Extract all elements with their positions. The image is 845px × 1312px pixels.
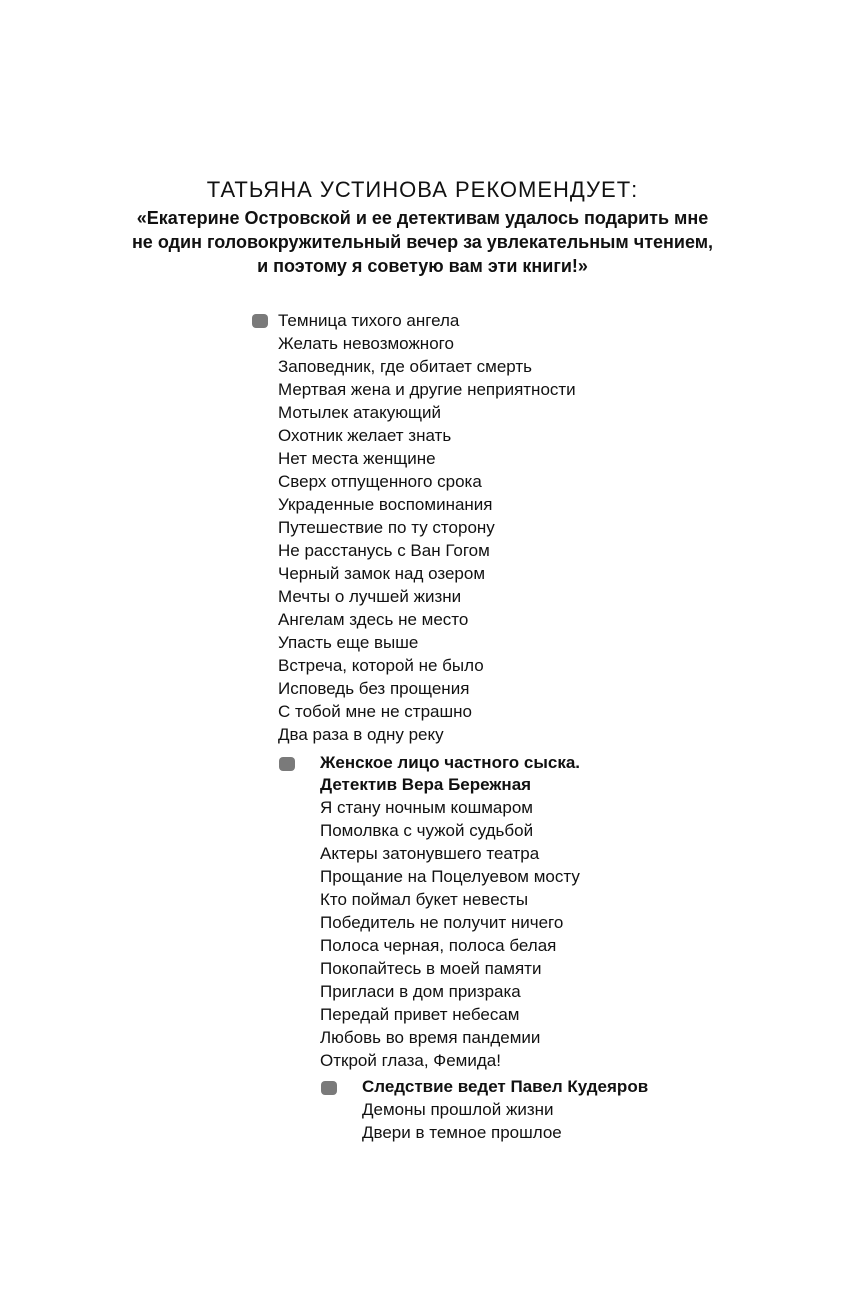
book-title: Победитель не получит ничего [320, 913, 564, 932]
series-content [320, 752, 580, 1072]
book-title: Передай привет небесам [320, 1005, 520, 1024]
book-title: Упасть еще выше [278, 633, 419, 652]
book-title: Темница тихого ангела [278, 311, 460, 330]
book-title: Исповедь без прощения [278, 679, 470, 698]
series-heading: Детектив Вера Бережная [320, 775, 532, 794]
book-title: Мечты о лучшей жизни [278, 587, 462, 606]
book-title: Желать невозможного [278, 334, 454, 353]
book-title: Заповедник, где обитает смерть [278, 357, 533, 376]
series-vera-berezhnaya [279, 752, 581, 1072]
book-list [362, 1098, 648, 1144]
book-title: Полоса черная, полоса белая [320, 936, 557, 955]
book-list [278, 309, 576, 746]
book-title: Демоны прошлой жизни [362, 1100, 554, 1119]
book-title: Нет места женщине [278, 449, 436, 468]
book-title: Я стану ночным кошмаром [320, 798, 533, 817]
series-pavel-kudeyarov [321, 1076, 649, 1144]
book-list [320, 796, 580, 1072]
book-title: Два раза в одну реку [278, 725, 444, 744]
quote-line: не один головокружительный вечер за увлекательным чтением, [131, 232, 714, 252]
book-title: С тобой мне не страшно [278, 702, 472, 721]
page-heading: ТАТЬЯНА УСТИНОВА РЕКОМЕНДУЕТ: [206, 177, 639, 202]
book-title: Кто поймал букет невесты [320, 890, 529, 909]
book-title: Прощание на Поцелуевом мосту [320, 867, 580, 886]
bullet-icon [321, 1081, 337, 1095]
book-title: Не расстанусь с Ван Гогом [278, 541, 490, 560]
series-heading: Следствие ведет Павел Кудеяров [362, 1077, 649, 1096]
quote-line: «Екатерине Островской и ее детективам удалось подарить мне [136, 208, 709, 228]
book-title: Двери в темное прошлое [362, 1123, 562, 1142]
book-title: Черный замок над озером [278, 564, 486, 583]
book-title: Любовь во время пандемии [320, 1028, 541, 1047]
book-title: Мотылек атакующий [278, 403, 441, 422]
book-title: Открой глаза, Фемида! [320, 1051, 501, 1070]
book-title: Пригласи в дом призрака [320, 982, 521, 1001]
bullet-icon [252, 314, 268, 328]
book-title: Мертвая жена и другие неприятности [278, 380, 576, 399]
book-title: Помолвка с чужой судьбой [320, 821, 534, 840]
book-title: Актеры затонувшего театра [320, 844, 540, 863]
recommendation-quote [0, 206, 845, 278]
book-title: Охотник желает знать [278, 426, 452, 445]
bullet-icon [279, 757, 295, 771]
series-heading: Женское лицо частного сыска. [320, 753, 581, 772]
book-title: Покопайтесь в моей памяти [320, 959, 542, 978]
book-title: Встреча, которой не было [278, 656, 484, 675]
book-title: Путешествие по ту сторону [278, 518, 495, 537]
book-title: Ангелам здесь не место [278, 610, 469, 629]
book-title: Украденные воспоминания [278, 495, 493, 514]
book-title: Сверх отпущенного срока [278, 472, 482, 491]
series-content [362, 1076, 648, 1144]
quote-line: и поэтому я советую вам эти книги!» [257, 256, 588, 276]
series-untitled [252, 309, 576, 746]
